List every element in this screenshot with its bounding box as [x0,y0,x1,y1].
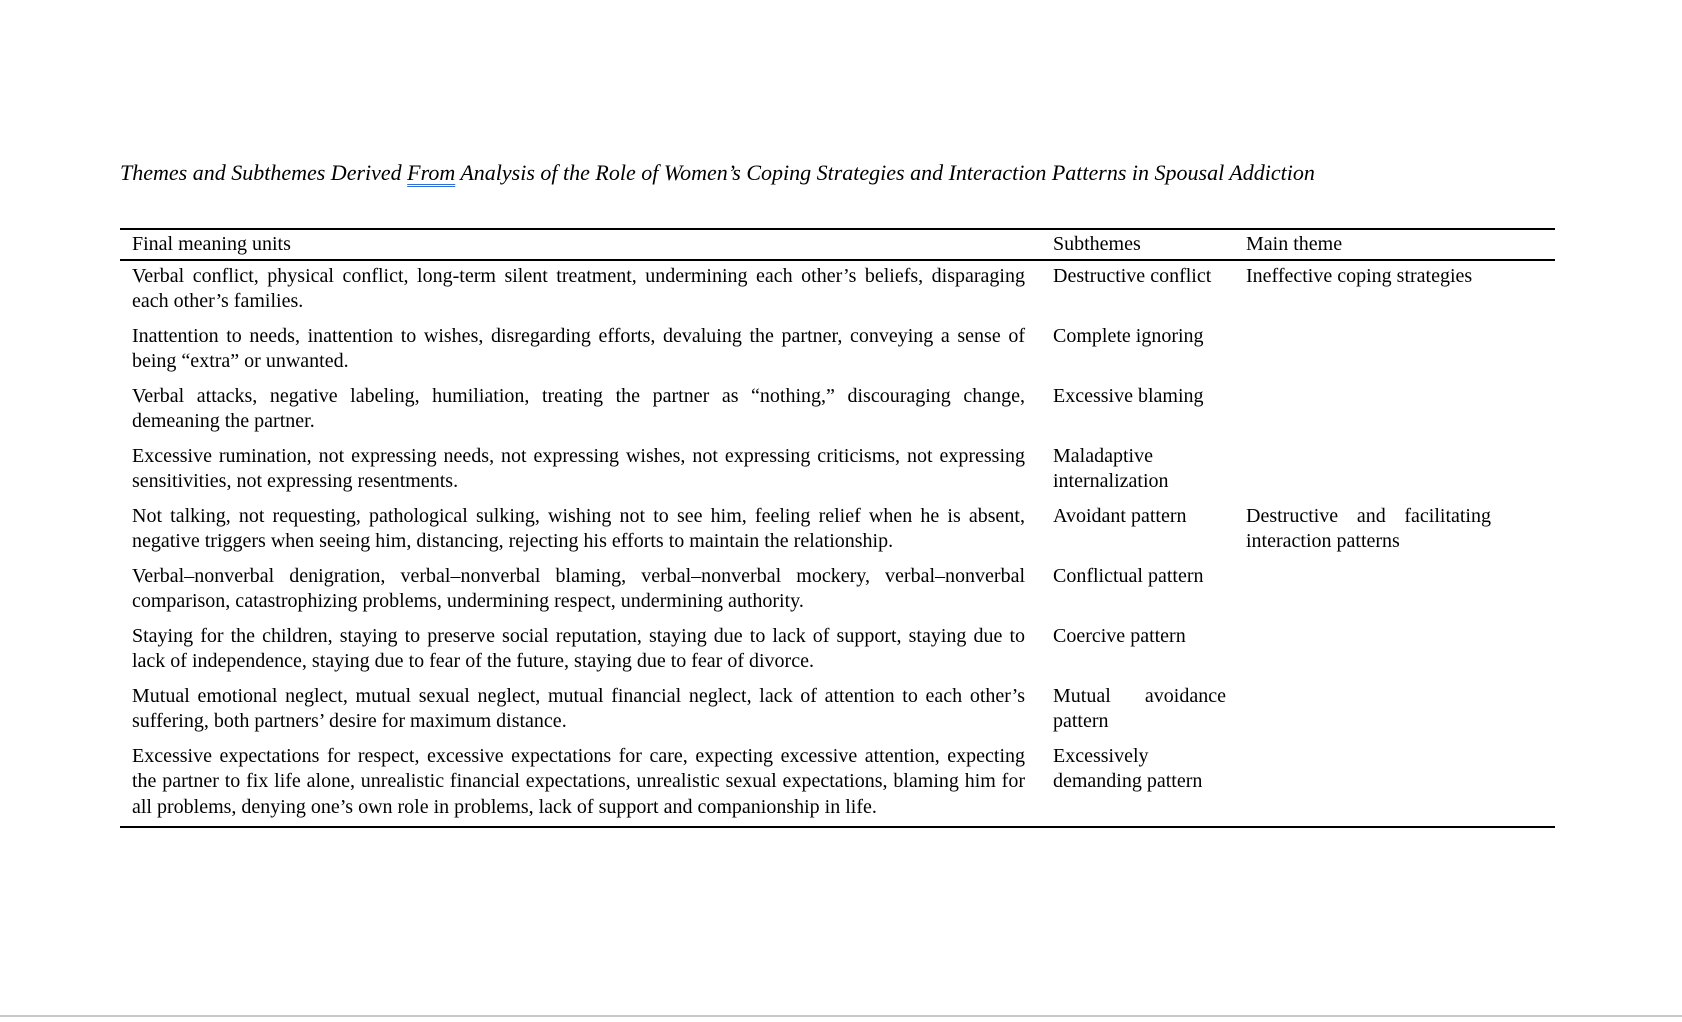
cell-main-theme [1234,741,1555,750]
page-boundary-divider [0,1015,1682,1017]
cell-subtheme: Avoidant pattern [1053,504,1187,527]
cell-final-meaning-units: Excessive rumination, not expressing needs, not expressing wishes, not expressing criticisms, not expressing sensitivities, not expressing resentments. [132,444,1025,492]
table-row [120,321,1555,381]
table-header-row [120,230,1555,261]
cell-main-theme [1234,441,1555,450]
table-row [120,381,1555,441]
table-row [120,621,1555,681]
cell-final-meaning-units: Excessive expectations for respect, excessive expectations for care, expecting excessive attention, expecting the partner to fix life alone, unrealistic financial expectations, unrealistic sexual expectations, blaming him for all problems, denying one’s own role in problems, lack of support and companionship in life. [132,744,1025,818]
cell-subtheme: Coercive pattern [1053,624,1186,647]
cell-subtheme: Complete ignoring [1053,324,1204,347]
cell-main-theme [1234,381,1555,390]
column-header-main-theme: Main theme [1246,233,1343,255]
cell-main-theme: Ineffective coping strategies [1246,264,1473,287]
cell-final-meaning-units: Mutual emotional neglect, mutual sexual neglect, mutual financial neglect, lack of attention to each other’s suffering, both partners’ desire for maximum distance. [132,684,1025,732]
cell-final-meaning-units: Staying for the children, staying to preserve social reputation, staying due to lack of support, staying due to lack of independence, staying due to fear of the future, staying due to fear of divorce. [132,624,1025,672]
cell-subtheme: Excessive blaming [1053,384,1204,407]
title-text-after: Analysis of the Role of Women’s Coping Strategies and Interaction Patterns in Spousal Addiction [455,160,1315,185]
cell-subtheme: Maladaptive internalization [1053,444,1169,492]
table-title [120,159,1570,187]
column-header-subthemes: Subthemes [1053,233,1141,255]
table-row [120,681,1555,741]
title-grammar-flagged-word[interactable]: From [407,160,456,185]
table-row [120,501,1555,561]
cell-subtheme: Mutual avoidance pattern [1053,684,1226,732]
cell-final-meaning-units: Verbal attacks, negative labeling, humiliation, treating the partner as “nothing,” discouraging change, demeaning the partner. [132,384,1025,432]
cell-main-theme [1234,561,1555,570]
cell-final-meaning-units: Verbal conflict, physical conflict, long-term silent treatment, undermining each other’s beliefs, disparaging each other’s families. [132,264,1025,312]
cell-main-theme [1234,621,1555,630]
cell-subtheme: Destructive conflict [1053,264,1212,287]
cell-final-meaning-units: Not talking, not requesting, pathological sulking, wishing not to see him, feeling relief when he is absent, negative triggers when seeing him, distancing, rejecting his efforts to maintain the relationship. [132,504,1025,552]
cell-final-meaning-units: Inattention to needs, inattention to wishes, disregarding efforts, devaluing the partner, conveying a sense of being “extra” or unwanted. [132,324,1025,372]
themes-subthemes-table [120,228,1555,828]
column-header-final-meaning-units: Final meaning units [132,233,291,255]
cell-final-meaning-units: Verbal–nonverbal denigration, verbal–nonverbal blaming, verbal–nonverbal mockery, verbal–nonverbal comparison, catastrophizing problems, undermining respect, undermining authority. [132,564,1025,612]
cell-main-theme [1234,681,1555,690]
cell-subtheme: Conflictual pattern [1053,564,1204,587]
table-row [120,441,1555,501]
cell-main-theme [1234,321,1555,330]
title-text-before: Themes and Subthemes Derived [120,160,408,185]
table-row [120,561,1555,621]
cell-subtheme: Excessively demanding pattern [1053,744,1203,792]
cell-main-theme: Destructive and facilitating interaction patterns [1246,504,1491,552]
table-row [120,261,1555,321]
table-row [120,741,1555,827]
